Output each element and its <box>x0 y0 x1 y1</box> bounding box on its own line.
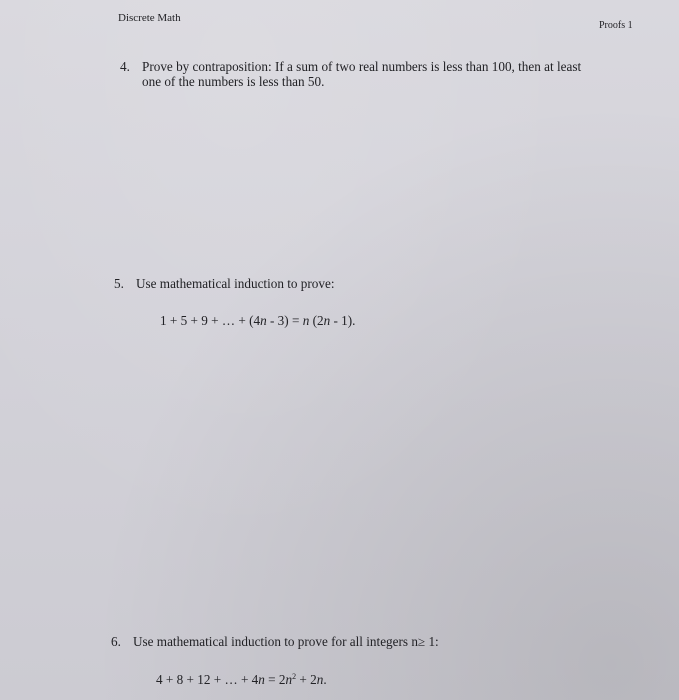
problem-5-equation <box>160 313 355 329</box>
eq-part: 4 + 8 + 12 + … + 4 <box>156 672 259 687</box>
eq-variable: n <box>285 672 293 687</box>
problem-number: 6. <box>111 634 121 649</box>
eq-part: - 3) = <box>266 313 303 328</box>
problem-text-line1: Use mathematical induction to prove: <box>136 276 335 291</box>
problem-4 <box>120 59 640 89</box>
eq-variable: n <box>323 313 331 328</box>
problem-6 <box>111 634 651 649</box>
eq-part: = 2 <box>264 672 286 687</box>
eq-variable: n <box>258 672 265 687</box>
eq-variable: n <box>316 672 324 687</box>
eq-part: + 2 <box>296 672 317 687</box>
course-title: Discrete Math <box>118 12 181 24</box>
problem-number: 4. <box>120 59 130 74</box>
eq-part: . <box>323 672 327 687</box>
problem-text-line2: one of the numbers is less than 50. <box>142 74 325 89</box>
eq-part: (2 <box>309 313 324 328</box>
section-label: Proofs 1 <box>599 20 633 31</box>
problem-6-equation <box>156 672 327 688</box>
eq-variable: n <box>302 313 310 328</box>
eq-part: - 1). <box>330 313 356 328</box>
problem-text-line1: Prove by contraposition: If a sum of two real numbers is less than 100, then at least <box>142 59 582 74</box>
eq-variable: n <box>260 313 267 328</box>
eq-part: 1 + 5 + 9 + … + (4 <box>160 313 261 328</box>
problem-number: 5. <box>114 276 124 291</box>
eq-exponent: 2 <box>292 672 297 681</box>
problem-5 <box>114 276 634 291</box>
problem-text-line1: Use mathematical induction to prove for all integers n≥ 1: <box>133 634 439 649</box>
